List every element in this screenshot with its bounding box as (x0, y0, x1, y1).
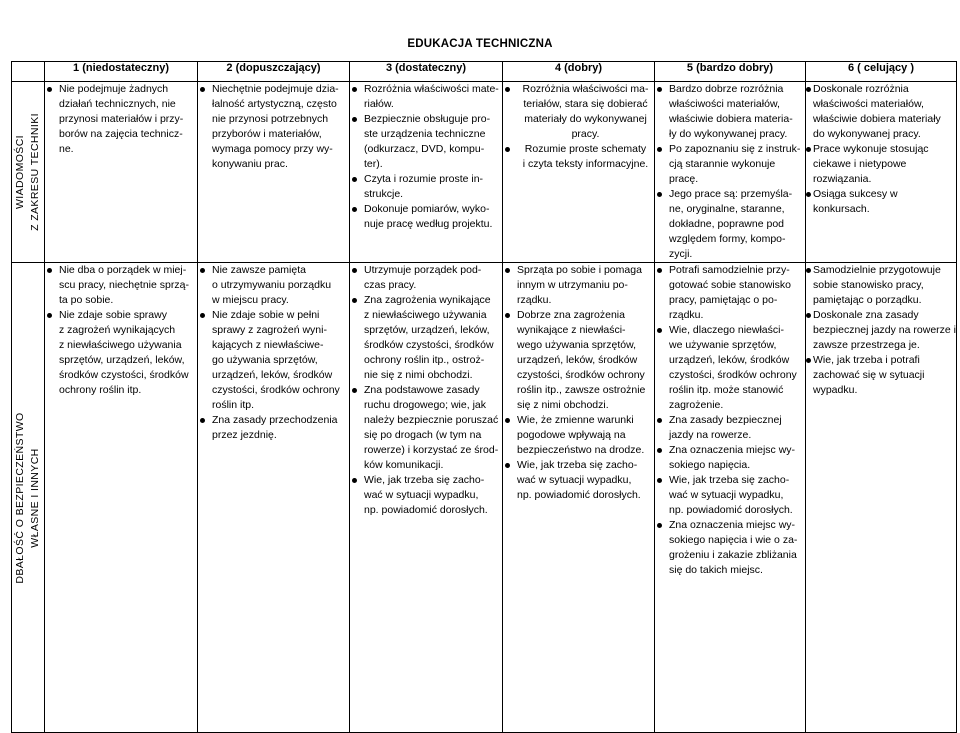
header-grade-4: 4 (dobry) (503, 62, 655, 82)
criteria-line: się po drogach (w tym na (364, 429, 482, 441)
header-row (12, 62, 957, 82)
criteria-line: środków czystości, środków (364, 339, 494, 351)
grading-table (11, 61, 957, 733)
criteria-item (350, 383, 502, 473)
criteria-line: bezpiecznej jazdy na rowerze i (813, 324, 956, 336)
criteria-line: Wie, jak trzeba się zacho- (517, 459, 638, 471)
criteria-line: Nie zdaje sobie w pełni (212, 309, 320, 321)
header-grade-2: 2 (dopuszczający) (198, 62, 350, 82)
criteria-line: jazdy na rowerze. (669, 429, 752, 441)
criteria-line: sokiego napięcia. (669, 459, 751, 471)
row-wiadomosci (12, 82, 957, 263)
header-grade-5: 5 (bardzo dobry) (655, 62, 806, 82)
criteria-line: zawsze przestrzega je. (813, 339, 920, 351)
criteria-line: rozwiązania. (813, 173, 872, 185)
criteria-line: ków komunikacji. (364, 459, 444, 471)
criteria-item (198, 308, 349, 413)
criteria-line: wać w sytuacji wypadku, (364, 489, 479, 501)
criteria-line: z zagrożeń wynikających (59, 324, 176, 336)
criteria-line: urządzeń, leków, środków (212, 369, 333, 381)
criteria-line: czystości, środków ochrony (517, 369, 645, 381)
criteria-item (806, 263, 956, 308)
criteria-line: i czyta teksty informacyjne. (522, 158, 649, 170)
criteria-line: Dobrze zna zagrożenia (517, 309, 625, 321)
criteria-list (655, 263, 805, 578)
criteria-line: sprawy z zagrożeń wyni- (212, 324, 327, 336)
criteria-item (655, 473, 805, 518)
corner-cell (12, 62, 45, 82)
criteria-item (503, 308, 654, 413)
criteria-list (503, 82, 654, 172)
row-label-wiadomosci (12, 82, 45, 263)
criteria-line: konkursach. (813, 203, 870, 215)
criteria-line: Doskonale zna zasady (813, 309, 919, 321)
criteria-line: sprzętów, urządzeń, leków, (59, 354, 185, 366)
criteria-line: właściwości materiałów, (813, 98, 924, 110)
criteria-line: (odkurzacz, DVD, kompu- (364, 143, 485, 155)
criteria-cell (198, 263, 350, 733)
criteria-item (655, 518, 805, 578)
criteria-list (198, 263, 349, 443)
criteria-list (806, 82, 956, 217)
criteria-line: z niewłaściwego używania (364, 309, 487, 321)
criteria-line: urządzeń, leków, środków (517, 354, 638, 366)
criteria-item (806, 142, 956, 187)
criteria-line: właściwie dobiera materiały (813, 113, 941, 125)
criteria-line: ochrony roślin itp., ostroż- (364, 354, 485, 366)
criteria-line: czystości, środków ochrony (212, 384, 340, 396)
criteria-line: Zna zasady bezpiecznej (669, 414, 782, 426)
criteria-line: względem formy, kompo- (669, 233, 786, 245)
criteria-line: wymaga pomocy przy wy- (212, 143, 333, 155)
criteria-item (350, 473, 502, 518)
criteria-line: roślin itp., zawsze ostrożnie (517, 384, 646, 396)
criteria-list (45, 82, 197, 157)
criteria-item (655, 187, 805, 262)
criteria-line: materiały do wykonywanej (524, 113, 647, 125)
criteria-line: ciekawe i nietypowe (813, 158, 907, 170)
criteria-item (350, 172, 502, 202)
criteria-cell (806, 263, 957, 733)
criteria-line: ne. (59, 143, 74, 155)
criteria-line: Nie podejmuje żadnych (59, 83, 169, 95)
criteria-line: konywaniu prac. (212, 158, 288, 170)
criteria-item (806, 353, 956, 398)
criteria-line: ły do wykonywanej pracy. (669, 128, 788, 140)
criteria-line: bezpieczeństwo na drodze. (517, 444, 645, 456)
criteria-cell (503, 82, 655, 263)
criteria-cell (655, 263, 806, 733)
criteria-item (806, 187, 956, 217)
criteria-line: borów na zajęcia technicz- (59, 128, 183, 140)
criteria-line: do wykonywanej pracy. (813, 128, 921, 140)
document-title: EDUKACJA TECHNICZNA (407, 38, 553, 50)
criteria-line: przynosi materiałów i przy- (59, 113, 184, 125)
criteria-line: Niechętnie podejmuje dzia- (212, 83, 339, 95)
criteria-line: właściwości materiałów, (669, 98, 780, 110)
criteria-line: Wie, jak trzeba się zacho- (364, 474, 485, 486)
row-label-bezpieczenstwo (12, 263, 45, 733)
criteria-line: się z nimi obchodzi. (517, 399, 609, 411)
criteria-line: gotować sobie stanowisko (669, 279, 791, 291)
criteria-item (655, 323, 805, 413)
criteria-line: cją starannie wykonuje (669, 158, 776, 170)
criteria-line: czystości, środków ochrony (669, 369, 797, 381)
criteria-list (45, 263, 197, 398)
criteria-line: pracę. (669, 173, 699, 185)
criteria-line: Zna podstawowe zasady (364, 384, 480, 396)
criteria-line: łalność artystyczną, często (212, 98, 337, 110)
criteria-line: grożeniu i zakazie zbliżania (669, 549, 797, 561)
criteria-item (655, 443, 805, 473)
criteria-line: Nie zdaje sobie sprawy (59, 309, 167, 321)
criteria-line: działań technicznych, nie (59, 98, 176, 110)
criteria-line: wynikające z niewłaści- (517, 324, 626, 336)
criteria-line: Bardzo dobrze rozróżnia (669, 83, 784, 95)
criteria-line: Bezpiecznie obsługuje pro- (364, 113, 491, 125)
row-bezpieczenstwo (12, 263, 957, 733)
criteria-line: sobie stanowisko pracy, (813, 279, 924, 291)
criteria-item (503, 263, 654, 308)
criteria-list (655, 82, 805, 262)
criteria-cell (198, 82, 350, 263)
criteria-line: Jego prace są: przemyśla- (669, 188, 793, 200)
criteria-line: np. powiadomić dorosłych. (669, 504, 793, 516)
criteria-item (198, 413, 349, 443)
criteria-line: go używania sprzętów, (212, 354, 318, 366)
criteria-line: we używanie sprzętów, (669, 339, 777, 351)
criteria-line: strukcje. (364, 188, 404, 200)
criteria-line: w miejscu pracy. (212, 294, 289, 306)
criteria-line: pracy. (571, 128, 600, 140)
criteria-line: ter). (364, 158, 383, 170)
criteria-line: wać w sytuacji wypadku, (517, 474, 632, 486)
criteria-line: nie się z nimi obchodzi. (364, 369, 473, 381)
criteria-line: Rozróżnia właściwości ma- (522, 83, 649, 95)
criteria-line: zachować się w sytuacji (813, 369, 925, 381)
header-grade-1: 1 (niedostateczny) (45, 62, 198, 82)
criteria-cell (655, 82, 806, 263)
criteria-line: czas pracy. (364, 279, 417, 291)
criteria-line: zycji. (669, 248, 693, 260)
criteria-line: o utrzymywaniu porządku (212, 279, 332, 291)
criteria-line: dokładne, poprawne pod (669, 218, 785, 230)
criteria-item (350, 293, 502, 383)
criteria-line: Rozumie proste schematy (524, 143, 647, 155)
criteria-line: pogodowe wpływają na (517, 429, 626, 441)
criteria-line: riałów. (364, 98, 394, 110)
criteria-line: Zna zagrożenia wynikające (364, 294, 491, 306)
header-grade-3: 3 (dostateczny) (350, 62, 503, 82)
criteria-line: Wie, jak trzeba się zacho- (669, 474, 790, 486)
criteria-line: pamiętając o porządku. (813, 294, 922, 306)
criteria-line: Dokonuje pomiarów, wyko- (364, 203, 490, 215)
criteria-item (45, 82, 197, 157)
criteria-cell (45, 82, 198, 263)
criteria-cell (503, 263, 655, 733)
criteria-item (503, 82, 654, 142)
criteria-item (806, 308, 956, 353)
criteria-item (45, 308, 197, 398)
criteria-line: Zna oznaczenia miejsc wy- (669, 444, 796, 456)
criteria-line: Osiąga sukcesy w (813, 188, 898, 200)
criteria-line: ne, oryginalne, staranne, (669, 203, 785, 215)
criteria-line: sokiego napięcia i wie o za- (669, 534, 798, 546)
criteria-line: wypadku. (813, 384, 858, 396)
criteria-line: np. powiadomić dorosłych. (517, 489, 641, 501)
row-label-line: WŁASNE I INNYCH (29, 447, 41, 548)
criteria-item (198, 82, 349, 172)
criteria-line: innym w utrzymaniu po- (517, 279, 628, 291)
criteria-item (503, 142, 654, 172)
criteria-list (198, 82, 349, 172)
criteria-line: Nie zawsze pamięta (212, 264, 306, 276)
criteria-line: przez jezdnię. (212, 429, 277, 441)
criteria-line: się do takich miejsc. (669, 564, 763, 576)
criteria-line: Potrafi samodzielnie przy- (669, 264, 790, 276)
criteria-list (806, 263, 956, 398)
criteria-line: Czyta i rozumie proste in- (364, 173, 484, 185)
criteria-line: ta po sobie. (59, 294, 114, 306)
criteria-item (655, 413, 805, 443)
criteria-cell (45, 263, 198, 733)
criteria-line: Prace wykonuje stosując (813, 143, 929, 155)
criteria-line: pracy, pamiętając o po- (669, 294, 778, 306)
criteria-line: należy bezpiecznie poruszać (364, 414, 499, 426)
criteria-cell (806, 82, 957, 263)
criteria-item (350, 202, 502, 232)
header-grade-6: 6 ( celujący ) (806, 62, 957, 82)
criteria-line: kających z niewłaściwe- (212, 339, 324, 351)
criteria-item (655, 263, 805, 323)
criteria-line: Po zapoznaniu się z instruk- (669, 143, 801, 155)
criteria-line: sprzętów, urządzeń, leków, (364, 324, 490, 336)
criteria-line: urządzeń, leków, środków (669, 354, 790, 366)
criteria-line: rządku. (517, 294, 552, 306)
criteria-line: Zna oznaczenia miejsc wy- (669, 519, 796, 531)
row-label-line: WIADOMOŚCI (14, 135, 26, 210)
criteria-line: Wie, że zmienne warunki (517, 414, 634, 426)
criteria-line: z niewłaściwego używania (59, 339, 182, 351)
criteria-line: ste urządzenia techniczne (364, 128, 486, 140)
criteria-line: teriałów, stara się dobierać (523, 98, 648, 110)
criteria-line: nuje pracę według projektu. (364, 218, 493, 230)
row-label-line: Z ZAKRESU TECHNIKI (29, 113, 41, 231)
criteria-line: ruchu drogowego; wie, jak (364, 399, 486, 411)
criteria-item (45, 263, 197, 308)
criteria-line: Samodzielnie przygotowuje (813, 264, 941, 276)
criteria-item (655, 82, 805, 142)
criteria-line: Sprząta po sobie i pomaga (517, 264, 642, 276)
criteria-line: roślin itp. może stanowić (669, 384, 784, 396)
criteria-item (198, 263, 349, 308)
criteria-cell (350, 263, 503, 733)
criteria-line: ochrony roślin itp. (59, 384, 142, 396)
criteria-line: rządku. (669, 309, 704, 321)
criteria-item (350, 112, 502, 172)
criteria-list (503, 263, 654, 503)
criteria-line: rowerze) i korzystać ze środ- (364, 444, 499, 456)
criteria-line: Doskonale rozróżnia (813, 83, 909, 95)
criteria-line: roślin itp. (212, 399, 255, 411)
criteria-line: przyborów i materiałów, (212, 128, 322, 140)
criteria-line: Wie, dlaczego niewłaści- (669, 324, 784, 336)
criteria-line: Utrzymuje porządek pod- (364, 264, 482, 276)
criteria-item (503, 413, 654, 458)
criteria-line: Rozróżnia właściwości mate- (364, 83, 499, 95)
criteria-line: wać w sytuacji wypadku, (669, 489, 784, 501)
criteria-line: np. powiadomić dorosłych. (364, 504, 488, 516)
criteria-line: zagrożenie. (669, 399, 724, 411)
criteria-item (503, 458, 654, 503)
criteria-line: Wie, jak trzeba i potrafi (813, 354, 920, 366)
criteria-item (350, 82, 502, 112)
criteria-line: środków czystości, środków (59, 369, 189, 381)
criteria-line: właściwie dobiera materia- (669, 113, 793, 125)
criteria-list (350, 263, 502, 518)
criteria-cell (350, 82, 503, 263)
criteria-line: scu pracy, niechętnie sprzą- (59, 279, 189, 291)
criteria-item (806, 82, 956, 142)
criteria-item (350, 263, 502, 293)
criteria-line: nie przynosi potrzebnych (212, 113, 329, 125)
criteria-line: wego używania sprzętów, (517, 339, 637, 351)
criteria-line: Zna zasady przechodzenia (212, 414, 338, 426)
criteria-item (655, 142, 805, 187)
criteria-line: Nie dba o porządek w miej- (59, 264, 187, 276)
row-label-line: DBAŁOŚĆ O BEZPIECZEŃSTWO (14, 411, 26, 584)
criteria-list (350, 82, 502, 232)
